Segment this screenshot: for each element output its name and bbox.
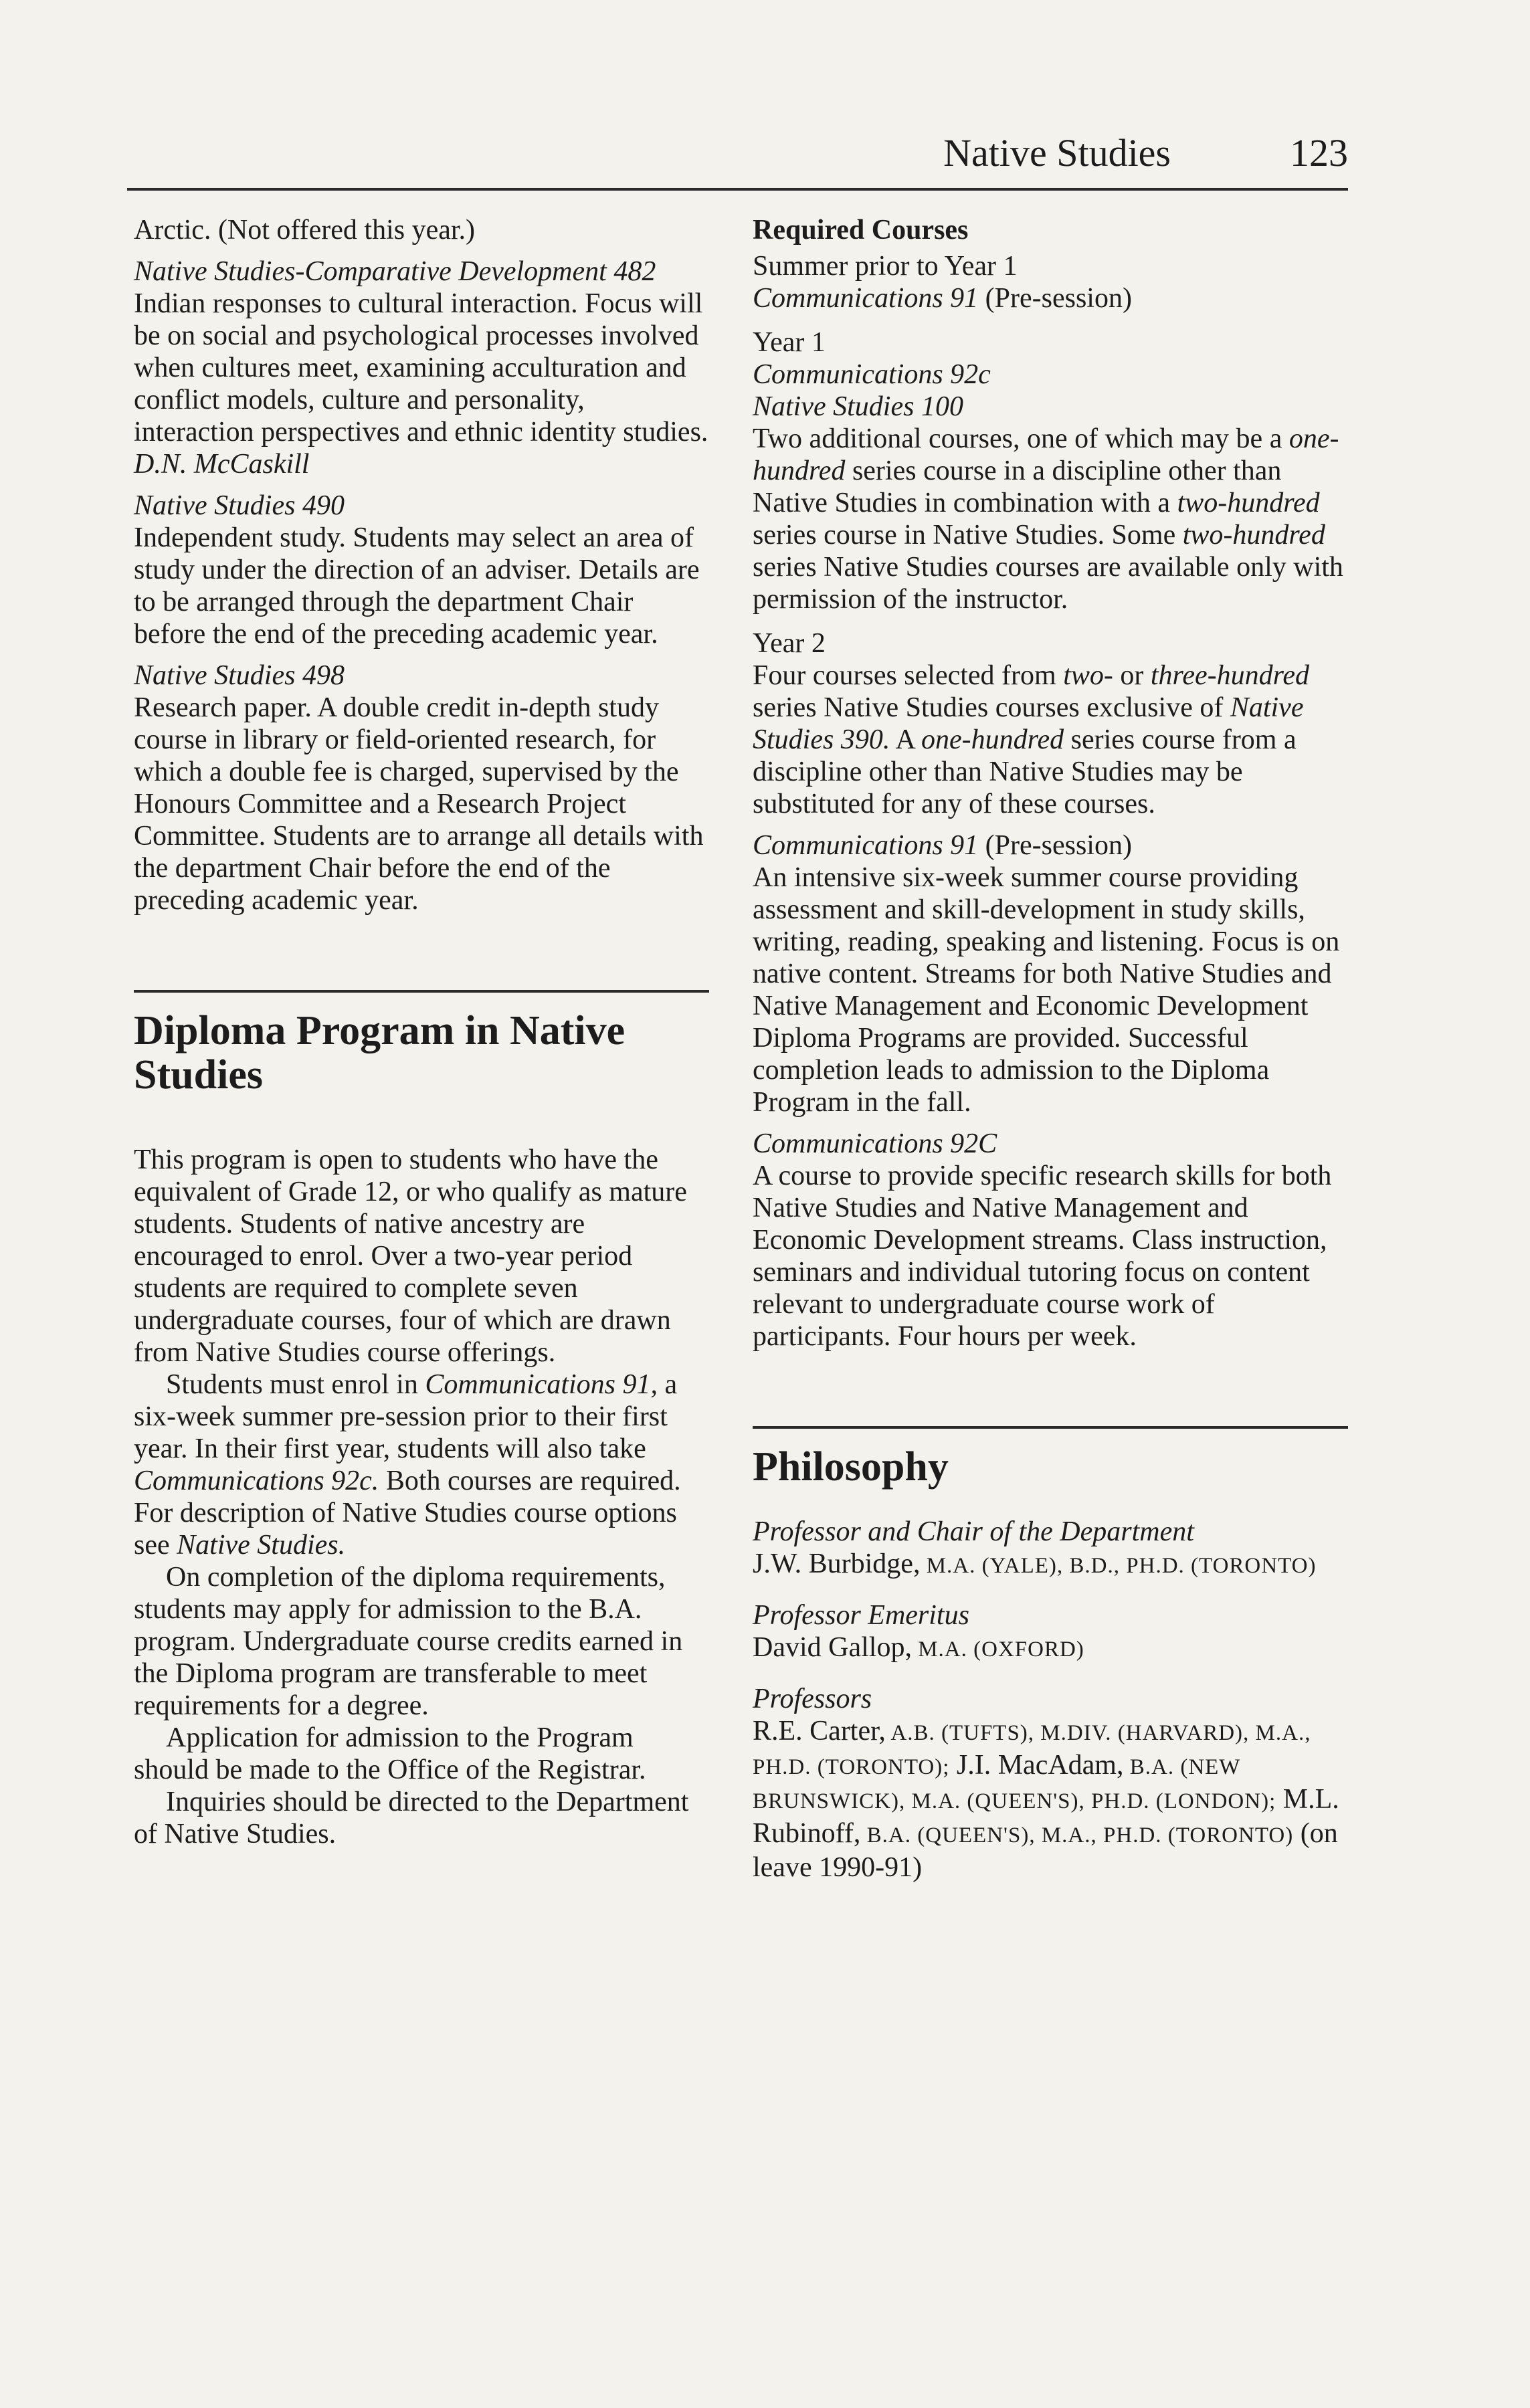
- diploma-section-title: Diploma Program in Native Studies: [134, 1008, 626, 1098]
- required-courses-heading: Required Courses: [753, 215, 969, 245]
- chair-heading: Professor and Chair of the Department: [753, 1516, 1194, 1547]
- year-2-label: Year 2: [753, 628, 826, 659]
- course-desc-490: Independent study. Students may select an area of study under the direction of an adviser. Details are to be arranged through the department Chair before the end of the preceding academic year.: [134, 522, 700, 649]
- page-header: [127, 117, 1348, 191]
- course-title-482: Native Studies-Comparative Development 482: [134, 256, 656, 287]
- course-title-490: Native Studies 490: [134, 490, 345, 521]
- year-2-desc: Four courses selected from two- or three-hundred series Native Studies courses exclusive of Native Studies 390. A one-hundred series course from a discipline other than Native Studies may be substituted for any of these courses.: [753, 660, 1310, 819]
- course-desc-comm91: An intensive six-week summer course providing assessment and skill-development in study skills, writing, reading, speaking and listening. Focus is on native content. Streams for both Native Studies and Native Management and Economic Development Diploma Programs are provided. Successful completion leads to admission to the Diploma Program in the fall.: [753, 862, 1340, 1118]
- diploma-para-3: On completion of the diploma requirements, students may apply for admission to the B.A. program. Undergraduate course credits earned in the Diploma program are transferable to meet requirements for a degree.: [134, 1562, 683, 1721]
- philosophy-section-title: Philosophy: [753, 1444, 949, 1490]
- right-column: [753, 214, 1348, 1884]
- summer-label: Summer prior to Year 1: [753, 251, 1018, 282]
- year-1-course-b: Native Studies 100: [753, 391, 963, 422]
- course-title-498: Native Studies 498: [134, 660, 345, 691]
- chair-entry: J.W. Burbidge, M.A. (YALE), B.D., PH.D. (TORONTO): [753, 1548, 1317, 1579]
- year-1-desc: Two additional courses, one of which may be a one-hundred series course in a discipline other than Native Studies in combination with a two-hundred series course in Native Studies. Some two-hundred series Native Studies courses are available only with permission of the instructor.: [753, 423, 1343, 615]
- diploma-para-2: Students must enrol in Communications 91, a six-week summer pre-session prior to their first year. In their first year, students will also take Communications 92c. Both courses are required. For description of Native Studies course options see Native Studies.: [134, 1369, 681, 1561]
- course-title-comm91: Communications 91 (Pre-session): [753, 830, 1132, 861]
- diploma-para-1: This program is open to students who have the equivalent of Grade 12, or who qualify as mature students. Students of native ancestry are encouraged to enrol. Over a two-year period students are required to complete seven undergraduate courses, four of which are drawn from Native Studies course offerings.: [134, 1144, 687, 1368]
- section-rule: [134, 990, 709, 993]
- diploma-para-5: Inquiries should be directed to the Department of Native Studies.: [134, 1787, 689, 1849]
- year-1-course-a: Communications 92c: [753, 359, 991, 390]
- course-instructor-482: D.N. McCaskill: [134, 449, 310, 480]
- running-head: Native Studies: [943, 131, 1171, 175]
- course-desc-498: Research paper. A double credit in-depth study course in library or field-oriented research, for which a double fee is charged, supervised by the Honours Committee and a Research Project Committee. Students are to arrange all details with the department Chair before the end of the preceding academic year.: [134, 692, 704, 916]
- section-rule-philosophy: [753, 1426, 1348, 1429]
- summer-course: Communications 91 (Pre-session): [753, 283, 1132, 314]
- arctic-continuation: Arctic. (Not offered this year.): [134, 215, 476, 245]
- diploma-para-4: Application for admission to the Program should be made to the Office of the Registrar.: [134, 1722, 646, 1785]
- professors-heading: Professors: [753, 1684, 872, 1714]
- emeritus-entry: David Gallop, M.A. (OXFORD): [753, 1632, 1084, 1663]
- course-desc-482: Indian responses to cultural interaction. Focus will be on social and psychological processes involved when cultures meet, examining acculturation and conflict models, culture and personality, interaction perspectives and ethnic identity studies.: [134, 288, 708, 447]
- year-1-label: Year 1: [753, 327, 826, 358]
- course-title-comm92c: Communications 92C: [753, 1128, 997, 1159]
- course-desc-comm92c: A course to provide specific research skills for both Native Studies and Native Management and Economic Development streams. Class instruction, seminars and individual tutoring focus on content relevant to undergraduate course work of participants. Four hours per week.: [753, 1161, 1332, 1352]
- page-number: 123: [1290, 131, 1348, 175]
- professors-entry: R.E. Carter, A.B. (TUFTS), M.DIV. (HARVARD), M.A., PH.D. (TORONTO); J.I. MacAdam, B.A. (NEW BRUNSWICK), M.A. (QUEEN'S), PH.D. (LONDON); M.L. Rubinoff, B.A. (QUEEN'S), M.A., PH.D. (TORONTO) (on leave 1990-91): [753, 1716, 1339, 1883]
- header-rule: [127, 188, 1348, 191]
- left-column: [134, 214, 709, 1850]
- emeritus-heading: Professor Emeritus: [753, 1600, 969, 1631]
